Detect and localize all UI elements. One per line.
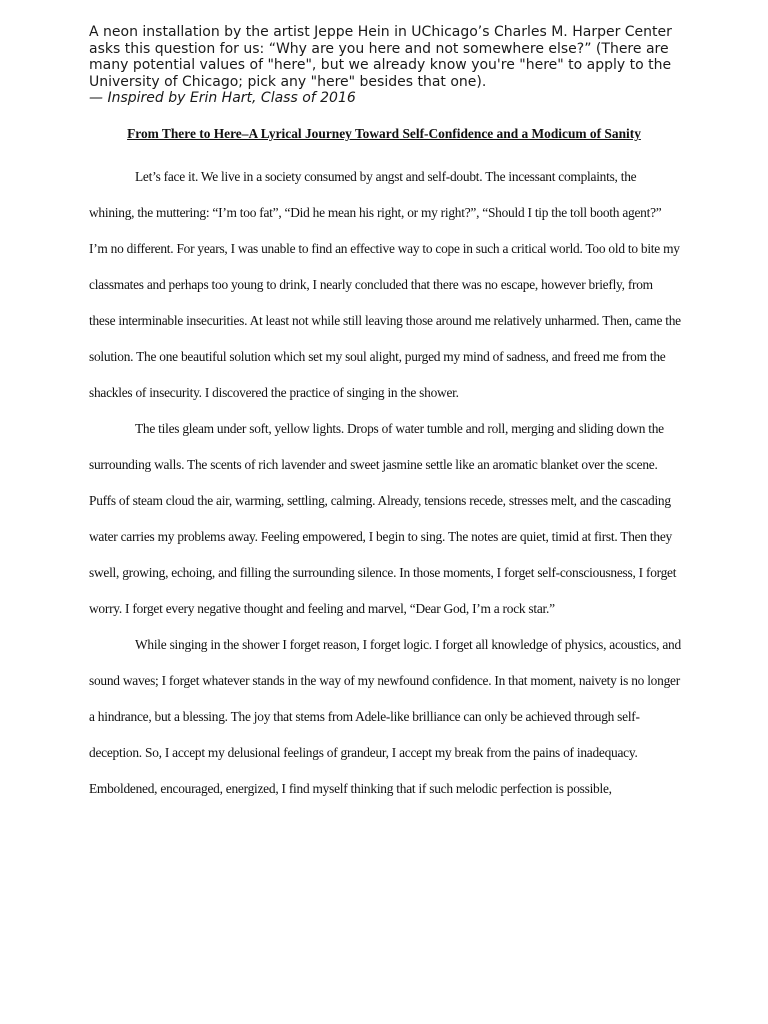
essay-paragraph: The tiles gleam under soft, yellow lights. Drops of water tumble and roll, merging and sliding down the surrounding walls. The scents of rich lavender and sweet jasmine settle like an aromatic blanket over the scene. Puffs of steam cloud the air, warming, settling, calming. Already, tensions recede, stresses melt, and the cascading water carries my problems away. Feeling empowered, I begin to sing. The notes are quiet, timid at first. Then they swell, growing, echoing, and filling the surrounding silence. In those moments, I forget self-consciousness, I forget worry. I forget every negative thought and feeling and marvel, “Dear God, I’m a rock star.”	[89, 421, 677, 616]
essay-body	[89, 159, 681, 807]
essay-prompt	[89, 24, 689, 107]
essay-title: From There to Here–A Lyrical Journey Toward Self-Confidence and a Modicum of Sanity	[127, 126, 641, 141]
prompt-attribution: — Inspired by Erin Hart, Class of 2016	[89, 90, 356, 106]
essay-paragraph: While singing in the shower I forget reason, I forget logic. I forget all knowledge of physics, acoustics, and sound waves; I forget whatever stands in the way of my newfound confidence. In that moment, naivety is no longer a hindrance, but a blessing. The joy that stems from Adele-like brilliance can only be achieved through self-deception. So, I accept my delusional feelings of grandeur, I accept my break from the pains of inadequacy. Emboldened, encouraged, energized, I find myself thinking that if such melodic perfection is possible,	[89, 637, 681, 796]
essay-paragraph: Let’s face it. We live in a society consumed by angst and self-doubt. The incessant complaints, the whining, the muttering: “I’m too fat”, “Did he mean his right, or my right?”, “Should I tip the toll booth agent?” I’m no different. For years, I was unable to find an effective way to cope in such a critical world. Too old to bite my classmates and perhaps too young to drink, I nearly concluded that there was no escape, however briefly, from these interminable insecurities. At least not while still leaving those around me relatively unharmed. Then, came the solution. The one beautiful solution which set my soul alight, purged my mind of sadness, and freed me from the shackles of insecurity. I discovered the practice of singing in the shower.	[89, 169, 681, 400]
prompt-text: A neon installation by the artist Jeppe Hein in UChicago’s Charles M. Harper Center asks this question for us: “Why are you here and not somewhere else?” (There are many potential values of "here", but we already know you're "here" to apply to the University of Chicago; pick any "here" besides that one).	[89, 24, 672, 90]
